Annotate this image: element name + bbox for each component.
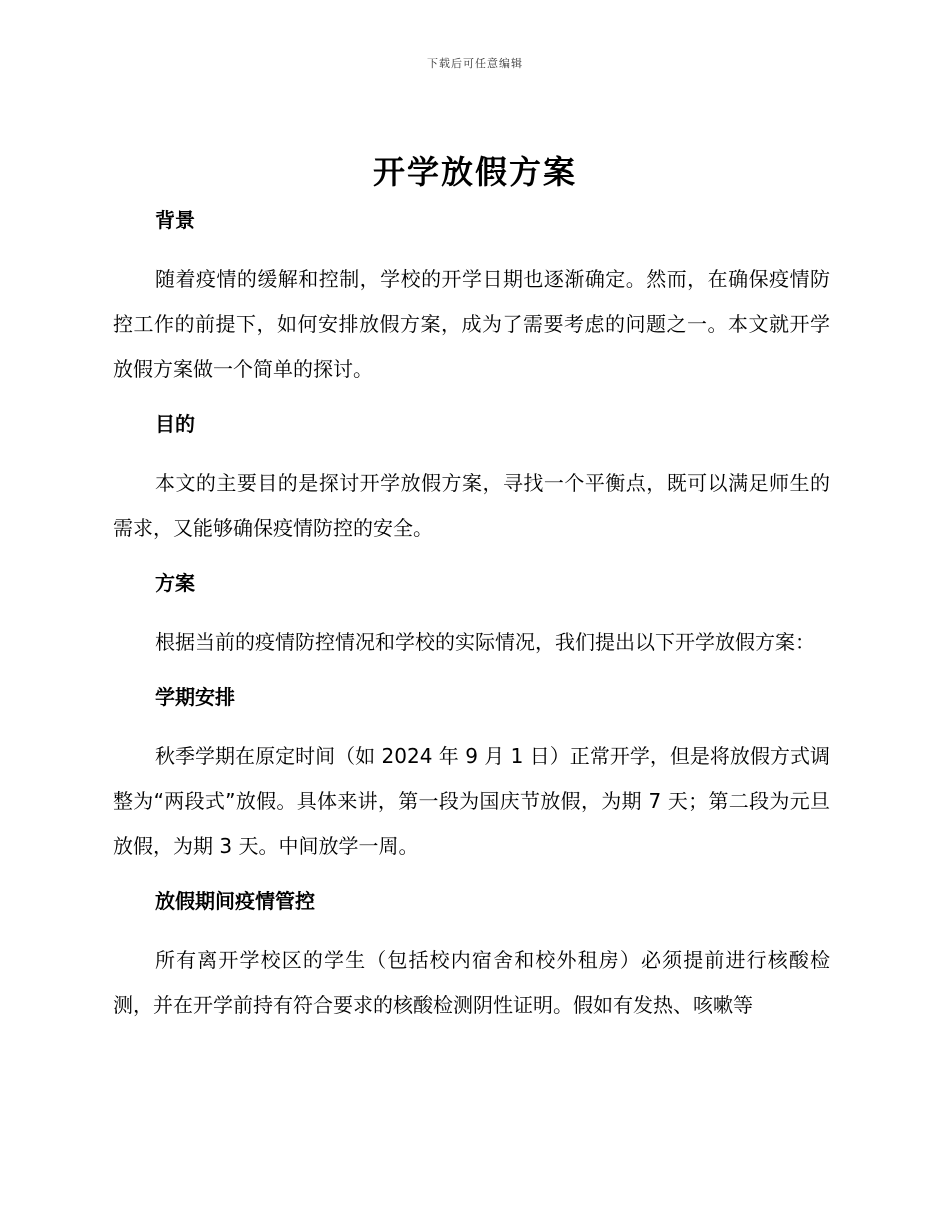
section-background xyxy=(113,205,830,392)
section-paragraph: 根据当前的疫情防控情况和学校的实际情况，我们提出以下开学放假方案： xyxy=(155,630,815,654)
section-heading: 方案 xyxy=(155,571,195,595)
section-plan xyxy=(113,568,830,665)
section-heading: 背景 xyxy=(155,208,195,232)
section-heading: 放假期间疫情管控 xyxy=(155,889,315,913)
section-heading: 学期安排 xyxy=(155,685,235,709)
page-header-note: 下载后可任意编辑 xyxy=(427,57,523,70)
section-heading: 目的 xyxy=(155,412,195,436)
document-body xyxy=(113,205,830,1045)
section-paragraph: 所有离开学校区的学生（包括校内宿舍和校外租房）必须提前进行核酸检测，并在开学前持有符合要求的核酸检测阴性证明。假如有发热、咳嗽等 xyxy=(113,948,830,1017)
section-paragraph: 本文的主要目的是探讨开学放假方案，寻找一个平衡点，既可以满足师生的需求，又能够确保疫情防控的安全。 xyxy=(113,471,830,540)
section-semester-arrangement xyxy=(113,682,830,869)
section-paragraph: 随着疫情的缓解和控制，学校的开学日期也逐渐确定。然而，在确保疫情防控工作的前提下，如何安排放假方案，成为了需要考虑的问题之一。本文就开学放假方案做一个简单的探讨。 xyxy=(113,267,830,381)
document-title: 开学放假方案 xyxy=(372,153,577,191)
section-paragraph: 秋季学期在原定时间（如 2024 年 9 月 1 日）正常开学，但是将放假方式调整为“两段式”放假。具体来讲，第一段为国庆节放假，为期 7 天；第二段为元旦放假，为期 3 天。中间放学一周。 xyxy=(113,744,830,858)
section-purpose xyxy=(113,409,830,551)
section-holiday-epidemic-control xyxy=(113,886,830,1028)
